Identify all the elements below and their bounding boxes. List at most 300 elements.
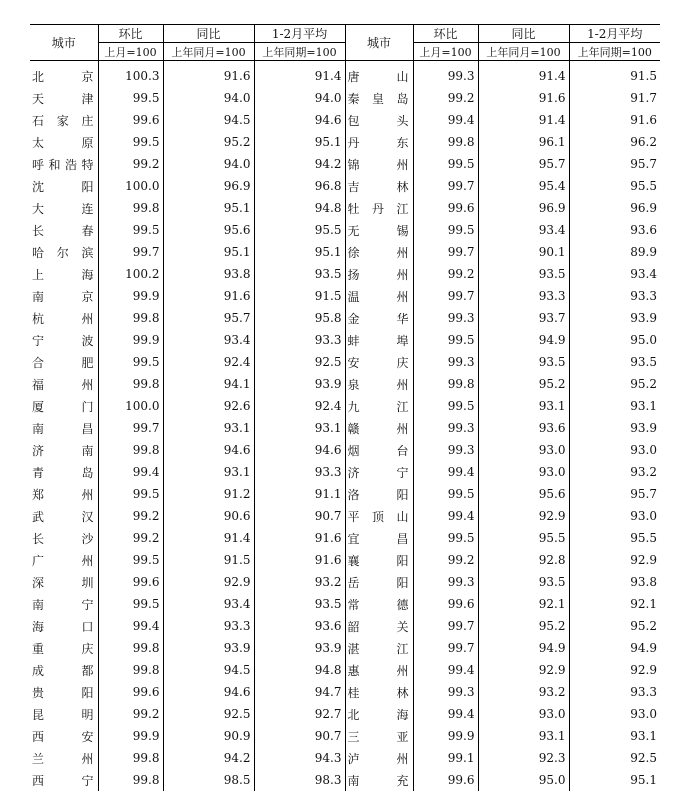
mom-header: 环比 [413,25,478,43]
table-row [30,549,660,571]
yoy-cell: 93.3 [163,615,254,637]
mom-cell: 99.7 [413,285,478,307]
city-header: 城市 [30,25,98,61]
table-header [30,25,660,61]
yoy-cell: 92.4 [163,351,254,373]
yoy-cell: 95.2 [478,373,569,395]
city-name: 洛 阳 [345,483,413,505]
city-name: 蚌 埠 [345,329,413,351]
mom-cell: 99.4 [413,659,478,681]
table-row [30,593,660,615]
mom-cell: 99.9 [98,285,163,307]
yoy-cell: 93.5 [478,263,569,285]
mom-cell: 99.5 [413,483,478,505]
city-name: 郑 州 [30,483,98,505]
mom-cell: 99.5 [98,131,163,153]
city-name: 宜 昌 [345,527,413,549]
city-name: 北 京 [30,61,98,88]
yoy-cell: 93.1 [163,417,254,439]
yoy-cell: 92.1 [478,593,569,615]
avg-cell: 93.1 [569,725,660,747]
table-row [30,505,660,527]
avg-cell: 94.6 [254,439,345,461]
avg-cell: 96.8 [254,175,345,197]
mom-cell: 99.7 [413,241,478,263]
yoy-cell: 94.9 [478,637,569,659]
yoy-cell: 94.0 [163,153,254,175]
mom-cell: 100.3 [98,61,163,88]
city-name: 扬 州 [345,263,413,285]
yoy-cell: 93.3 [478,285,569,307]
table-row [30,131,660,153]
city-name: 深 圳 [30,571,98,593]
yoy-cell: 93.4 [163,329,254,351]
yoy-cell: 92.9 [163,571,254,593]
mom-cell: 99.3 [413,307,478,329]
yoy-cell: 94.5 [163,109,254,131]
yoy-base-header: 上年同月=100 [478,43,569,61]
city-name: 包 头 [345,109,413,131]
city-name: 长 沙 [30,527,98,549]
avg-cell: 91.6 [254,527,345,549]
city-name: 北 海 [345,703,413,725]
yoy-cell: 93.4 [478,219,569,241]
city-name: 三 亚 [345,725,413,747]
yoy-header: 同比 [163,25,254,43]
mom-cell: 99.9 [413,725,478,747]
city-name: 锦 州 [345,153,413,175]
avg-cell: 95.7 [569,153,660,175]
city-name: 昆 明 [30,703,98,725]
city-name: 成 都 [30,659,98,681]
table-row [30,87,660,109]
yoy-cell: 94.0 [163,87,254,109]
avg-cell: 93.5 [254,593,345,615]
city-price-index-table [30,24,660,791]
yoy-cell: 95.0 [478,769,569,791]
mom-cell: 99.8 [98,769,163,791]
yoy-cell: 91.5 [163,549,254,571]
yoy-cell: 94.9 [478,329,569,351]
avg-cell: 95.2 [569,615,660,637]
city-header: 城市 [345,25,413,61]
mom-cell: 99.9 [98,725,163,747]
city-name: 无 锡 [345,219,413,241]
city-name: 哈 尔 滨 [30,241,98,263]
yoy-cell: 92.9 [478,659,569,681]
yoy-cell: 92.5 [163,703,254,725]
mom-cell: 99.4 [413,505,478,527]
mom-cell: 99.8 [98,637,163,659]
mom-cell: 99.4 [98,461,163,483]
table-body [30,61,660,791]
mom-cell: 99.4 [98,615,163,637]
mom-cell: 99.4 [413,461,478,483]
city-name: 安 庆 [345,351,413,373]
table-row [30,417,660,439]
yoy-cell: 93.0 [478,461,569,483]
city-name: 平 顶 山 [345,505,413,527]
avg-cell: 93.9 [254,637,345,659]
avg-cell: 93.3 [569,285,660,307]
avg-cell: 93.5 [254,263,345,285]
mom-cell: 99.4 [413,703,478,725]
yoy-cell: 90.9 [163,725,254,747]
table-row [30,571,660,593]
mom-cell: 99.2 [413,549,478,571]
avg-cell: 92.4 [254,395,345,417]
city-name: 广 州 [30,549,98,571]
avg-cell: 96.2 [569,131,660,153]
city-name: 襄 阳 [345,549,413,571]
table-row [30,153,660,175]
avg-cell: 89.9 [569,241,660,263]
yoy-cell: 92.8 [478,549,569,571]
avg-cell: 94.2 [254,153,345,175]
yoy-cell: 94.6 [163,439,254,461]
city-name: 温 州 [345,285,413,307]
city-name: 九 江 [345,395,413,417]
city-name: 西 安 [30,725,98,747]
table-row [30,329,660,351]
mom-cell: 99.1 [413,747,478,769]
table-row [30,615,660,637]
city-name: 南 昌 [30,417,98,439]
avg-header: 1-2月平均 [254,25,345,43]
mom-cell: 99.6 [413,197,478,219]
avg-cell: 93.3 [254,329,345,351]
avg-cell: 93.2 [569,461,660,483]
yoy-cell: 95.5 [478,527,569,549]
mom-cell: 100.0 [98,395,163,417]
avg-cell: 93.2 [254,571,345,593]
table-row [30,285,660,307]
mom-header: 环比 [98,25,163,43]
table-row [30,659,660,681]
yoy-cell: 93.1 [163,461,254,483]
table-row [30,725,660,747]
city-name: 南 充 [345,769,413,791]
mom-cell: 99.7 [98,241,163,263]
city-name: 泉 州 [345,373,413,395]
yoy-cell: 93.7 [478,307,569,329]
city-name: 烟 台 [345,439,413,461]
mom-cell: 99.5 [413,395,478,417]
table-row [30,219,660,241]
mom-cell: 100.0 [98,175,163,197]
mom-cell: 99.3 [413,351,478,373]
city-name: 吉 林 [345,175,413,197]
mom-cell: 99.2 [413,263,478,285]
yoy-cell: 91.4 [163,527,254,549]
yoy-cell: 90.1 [478,241,569,263]
mom-cell: 99.7 [413,615,478,637]
yoy-cell: 93.5 [478,571,569,593]
avg-cell: 94.9 [569,637,660,659]
avg-cell: 92.7 [254,703,345,725]
mom-cell: 100.2 [98,263,163,285]
avg-cell: 94.7 [254,681,345,703]
yoy-cell: 92.9 [478,505,569,527]
city-name: 沈 阳 [30,175,98,197]
mom-cell: 99.8 [98,659,163,681]
avg-cell: 93.1 [569,395,660,417]
yoy-cell: 95.6 [163,219,254,241]
mom-base-header: 上月=100 [98,43,163,61]
city-name: 岳 阳 [345,571,413,593]
city-name: 桂 林 [345,681,413,703]
yoy-cell: 91.6 [163,61,254,88]
yoy-cell: 95.7 [163,307,254,329]
mom-cell: 99.6 [98,681,163,703]
yoy-cell: 93.8 [163,263,254,285]
city-name: 徐 州 [345,241,413,263]
avg-cell: 98.3 [254,769,345,791]
city-name: 宁 波 [30,329,98,351]
mom-cell: 99.3 [413,417,478,439]
city-name: 南 宁 [30,593,98,615]
city-name: 韶 关 [345,615,413,637]
city-name: 天 津 [30,87,98,109]
city-name: 济 南 [30,439,98,461]
mom-cell: 99.7 [413,637,478,659]
mom-cell: 99.2 [413,87,478,109]
city-name: 厦 门 [30,395,98,417]
yoy-cell: 92.3 [478,747,569,769]
yoy-cell: 91.6 [163,285,254,307]
avg-cell: 91.6 [254,549,345,571]
yoy-cell: 93.1 [478,725,569,747]
yoy-cell: 96.1 [478,131,569,153]
avg-cell: 92.5 [254,351,345,373]
city-name: 合 肥 [30,351,98,373]
yoy-cell: 98.5 [163,769,254,791]
mom-cell: 99.9 [98,329,163,351]
table-row [30,263,660,285]
table-row [30,439,660,461]
yoy-cell: 94.1 [163,373,254,395]
mom-cell: 99.8 [413,131,478,153]
city-name: 大 连 [30,197,98,219]
table-row [30,109,660,131]
avg-cell: 94.0 [254,87,345,109]
avg-cell: 95.1 [254,241,345,263]
avg-header: 1-2月平均 [569,25,660,43]
mom-cell: 99.7 [413,175,478,197]
city-name: 石 家 庄 [30,109,98,131]
mom-cell: 99.4 [413,109,478,131]
mom-cell: 99.2 [98,703,163,725]
mom-cell: 99.2 [98,527,163,549]
yoy-cell: 91.2 [163,483,254,505]
mom-cell: 99.3 [413,571,478,593]
yoy-cell: 95.1 [163,241,254,263]
mom-cell: 99.8 [98,373,163,395]
yoy-cell: 93.0 [478,703,569,725]
mom-cell: 99.5 [98,483,163,505]
mom-cell: 99.2 [98,505,163,527]
avg-cell: 91.1 [254,483,345,505]
city-name: 青 岛 [30,461,98,483]
avg-cell: 95.1 [254,131,345,153]
yoy-base-header: 上年同月=100 [163,43,254,61]
table-row [30,747,660,769]
yoy-cell: 94.6 [163,681,254,703]
city-name: 惠 州 [345,659,413,681]
avg-cell: 95.5 [569,175,660,197]
yoy-cell: 95.4 [478,175,569,197]
mom-cell: 99.6 [413,593,478,615]
mom-cell: 99.5 [413,329,478,351]
avg-cell: 95.1 [569,769,660,791]
avg-cell: 92.9 [569,659,660,681]
city-name: 金 华 [345,307,413,329]
table-row [30,373,660,395]
avg-cell: 93.9 [254,373,345,395]
mom-cell: 99.8 [413,373,478,395]
yoy-cell: 93.5 [478,351,569,373]
avg-cell: 93.3 [569,681,660,703]
city-name: 上 海 [30,263,98,285]
city-name: 呼和浩特 [30,153,98,175]
table-row [30,351,660,373]
yoy-cell: 91.4 [478,61,569,88]
city-name: 杭 州 [30,307,98,329]
yoy-cell: 93.0 [478,439,569,461]
mom-cell: 99.6 [98,109,163,131]
city-name: 秦 皇 岛 [345,87,413,109]
city-name: 重 庆 [30,637,98,659]
yoy-cell: 95.7 [478,153,569,175]
yoy-header: 同比 [478,25,569,43]
table-row [30,175,660,197]
yoy-cell: 95.1 [163,197,254,219]
table-row [30,637,660,659]
avg-cell: 91.7 [569,87,660,109]
city-name: 赣 州 [345,417,413,439]
avg-cell: 91.5 [569,61,660,88]
mom-cell: 99.5 [98,593,163,615]
city-name: 海 口 [30,615,98,637]
avg-cell: 95.2 [569,373,660,395]
table-row [30,681,660,703]
city-name: 湛 江 [345,637,413,659]
table-row [30,483,660,505]
mom-cell: 99.6 [98,571,163,593]
city-name: 长 春 [30,219,98,241]
mom-cell: 99.3 [413,61,478,88]
avg-cell: 93.4 [569,263,660,285]
avg-cell: 91.4 [254,61,345,88]
avg-cell: 93.9 [569,307,660,329]
yoy-cell: 93.9 [163,637,254,659]
avg-cell: 91.6 [569,109,660,131]
avg-cell: 96.9 [569,197,660,219]
mom-cell: 99.5 [413,219,478,241]
table-row [30,703,660,725]
avg-cell: 93.8 [569,571,660,593]
table-row [30,241,660,263]
mom-cell: 99.5 [98,219,163,241]
city-name: 丹 东 [345,131,413,153]
mom-base-header: 上月=100 [413,43,478,61]
yoy-cell: 96.9 [163,175,254,197]
table-row [30,769,660,791]
table-row [30,61,660,88]
city-name: 兰 州 [30,747,98,769]
table-row [30,527,660,549]
mom-cell: 99.2 [98,153,163,175]
avg-cell: 93.5 [569,351,660,373]
city-name: 太 原 [30,131,98,153]
yoy-cell: 91.6 [478,87,569,109]
mom-cell: 99.3 [413,439,478,461]
mom-cell: 99.3 [413,681,478,703]
avg-cell: 94.3 [254,747,345,769]
mom-cell: 99.8 [98,439,163,461]
mom-cell: 99.6 [413,769,478,791]
avg-cell: 92.9 [569,549,660,571]
city-name: 福 州 [30,373,98,395]
yoy-cell: 91.4 [478,109,569,131]
mom-cell: 99.8 [98,197,163,219]
yoy-cell: 93.2 [478,681,569,703]
yoy-cell: 95.2 [163,131,254,153]
city-name: 贵 阳 [30,681,98,703]
city-name: 南 京 [30,285,98,307]
avg-cell: 94.8 [254,659,345,681]
mom-cell: 99.8 [98,307,163,329]
avg-cell: 93.1 [254,417,345,439]
avg-cell: 93.6 [254,615,345,637]
avg-cell: 93.3 [254,461,345,483]
mom-cell: 99.8 [98,747,163,769]
avg-cell: 94.6 [254,109,345,131]
mom-cell: 99.5 [413,153,478,175]
yoy-cell: 92.6 [163,395,254,417]
city-name: 泸 州 [345,747,413,769]
yoy-cell: 93.1 [478,395,569,417]
yoy-cell: 93.6 [478,417,569,439]
city-name: 西 宁 [30,769,98,791]
mom-cell: 99.5 [413,527,478,549]
yoy-cell: 95.2 [478,615,569,637]
avg-cell: 93.6 [569,219,660,241]
avg-cell: 95.5 [569,527,660,549]
avg-base-header: 上年同期=100 [569,43,660,61]
avg-cell: 95.5 [254,219,345,241]
table-row [30,461,660,483]
avg-cell: 92.1 [569,593,660,615]
city-name: 济 宁 [345,461,413,483]
avg-cell: 93.9 [569,417,660,439]
table-row [30,395,660,417]
yoy-cell: 95.6 [478,483,569,505]
avg-cell: 95.8 [254,307,345,329]
city-name: 唐 山 [345,61,413,88]
yoy-cell: 94.2 [163,747,254,769]
avg-cell: 94.8 [254,197,345,219]
avg-cell: 91.5 [254,285,345,307]
avg-cell: 95.7 [569,483,660,505]
avg-base-header: 上年同期=100 [254,43,345,61]
city-name: 牡 丹 江 [345,197,413,219]
city-name: 常 德 [345,593,413,615]
yoy-cell: 96.9 [478,197,569,219]
table-row [30,197,660,219]
mom-cell: 99.7 [98,417,163,439]
avg-cell: 90.7 [254,725,345,747]
